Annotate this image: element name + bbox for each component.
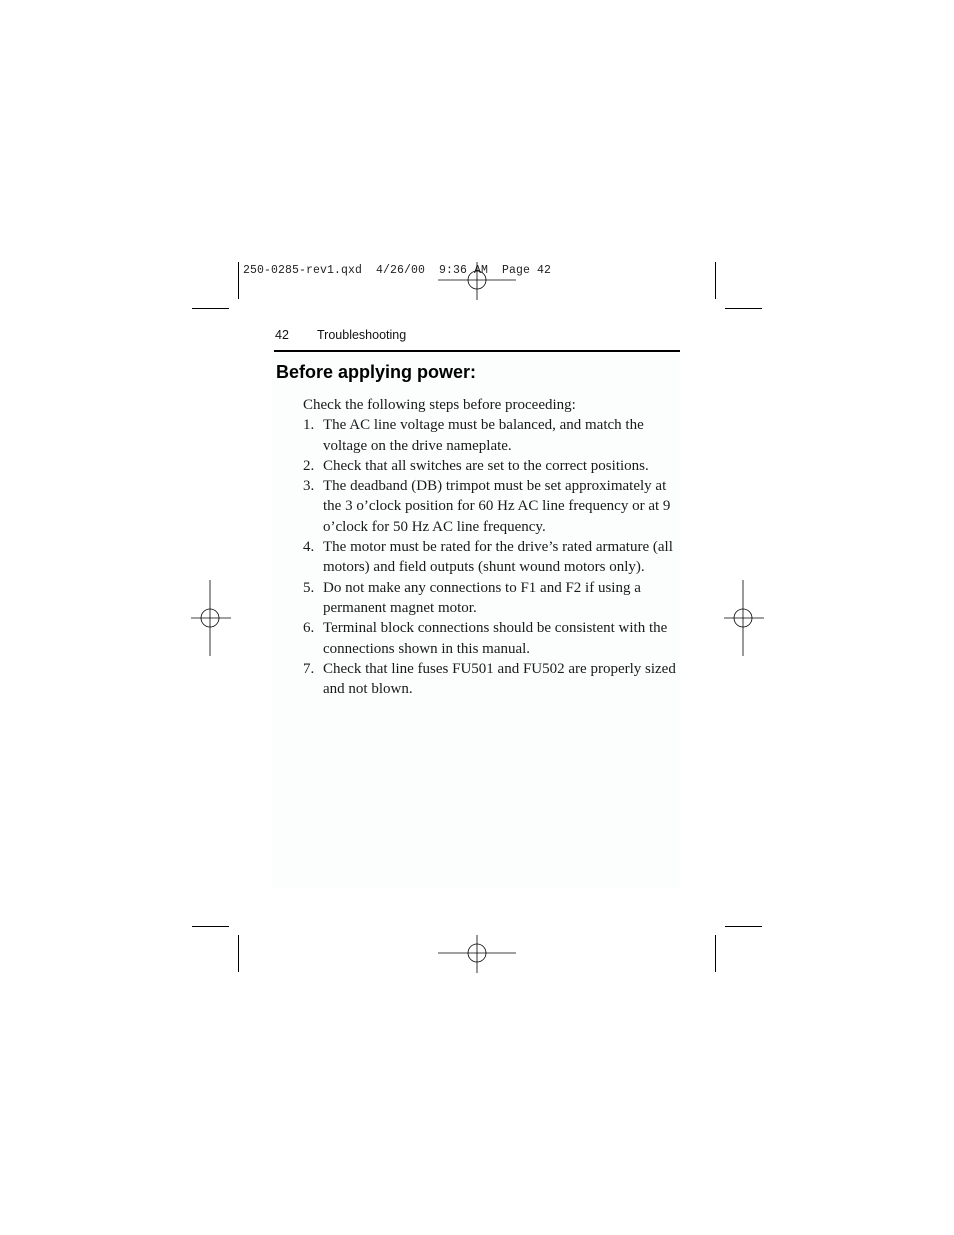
step-number: 1. <box>303 417 315 434</box>
crop-mark-bottom-left-vertical <box>238 935 239 972</box>
registration-mark-bottom-icon <box>438 935 516 975</box>
crop-mark-bottom-right-horizontal <box>725 926 762 927</box>
step-text: The AC line voltage must be balanced, and match the voltage on the drive nameplate. <box>323 417 644 454</box>
registration-mark-top-icon <box>438 262 516 302</box>
crop-mark-top-left-vertical <box>238 262 239 299</box>
crop-mark-bottom-left-horizontal <box>192 926 229 927</box>
crop-mark-top-right-vertical <box>715 262 716 299</box>
intro-text: Check the following steps before proceeding: <box>303 397 576 413</box>
step-number: 4. <box>303 539 315 556</box>
list-item <box>303 659 683 700</box>
registration-mark-left-icon <box>191 580 231 656</box>
step-text: Check that line fuses FU501 and FU502 are properly sized and not blown. <box>323 660 676 698</box>
step-number: 3. <box>303 478 315 495</box>
printer-slug-line: 250-0285-rev1.qxd 4/26/00 9:36 AM Page 42 <box>243 264 552 277</box>
step-text: Check that all switches are set to the correct positions. <box>323 457 649 474</box>
list-item <box>303 476 683 537</box>
steps-list <box>303 415 683 699</box>
crop-mark-top-left-horizontal <box>192 308 229 309</box>
step-number: 6. <box>303 620 315 637</box>
step-number: 2. <box>303 457 315 474</box>
crop-mark-bottom-right-vertical <box>715 935 716 972</box>
list-item <box>303 456 683 476</box>
registration-mark-right-icon <box>724 580 764 656</box>
list-item <box>303 578 683 619</box>
step-text: The deadband (DB) trimpot must be set approximately at the 3 o’clock position for 60 Hz AC line frequency or at 9 o’clock for 50 Hz AC line frequency. <box>323 478 671 535</box>
list-item <box>303 618 683 659</box>
step-text: The motor must be rated for the drive’s rated armature (all motors) and field outputs (shunt wound motors only). <box>323 539 673 576</box>
step-text: Terminal block connections should be consistent with the connections shown in this manual. <box>323 620 668 657</box>
list-item <box>303 537 683 578</box>
header-rule <box>274 350 680 352</box>
step-text: Do not make any connections to F1 and F2 if using a permanent magnet motor. <box>323 579 641 616</box>
page-number: 42 <box>275 328 289 342</box>
crop-mark-top-right-horizontal <box>725 308 762 309</box>
section-heading: Before applying power: <box>276 362 477 382</box>
list-item <box>303 415 683 456</box>
step-number: 5. <box>303 579 315 596</box>
checklist-body <box>303 395 683 699</box>
section-title: Troubleshooting <box>317 328 407 342</box>
step-number: 7. <box>303 660 315 677</box>
